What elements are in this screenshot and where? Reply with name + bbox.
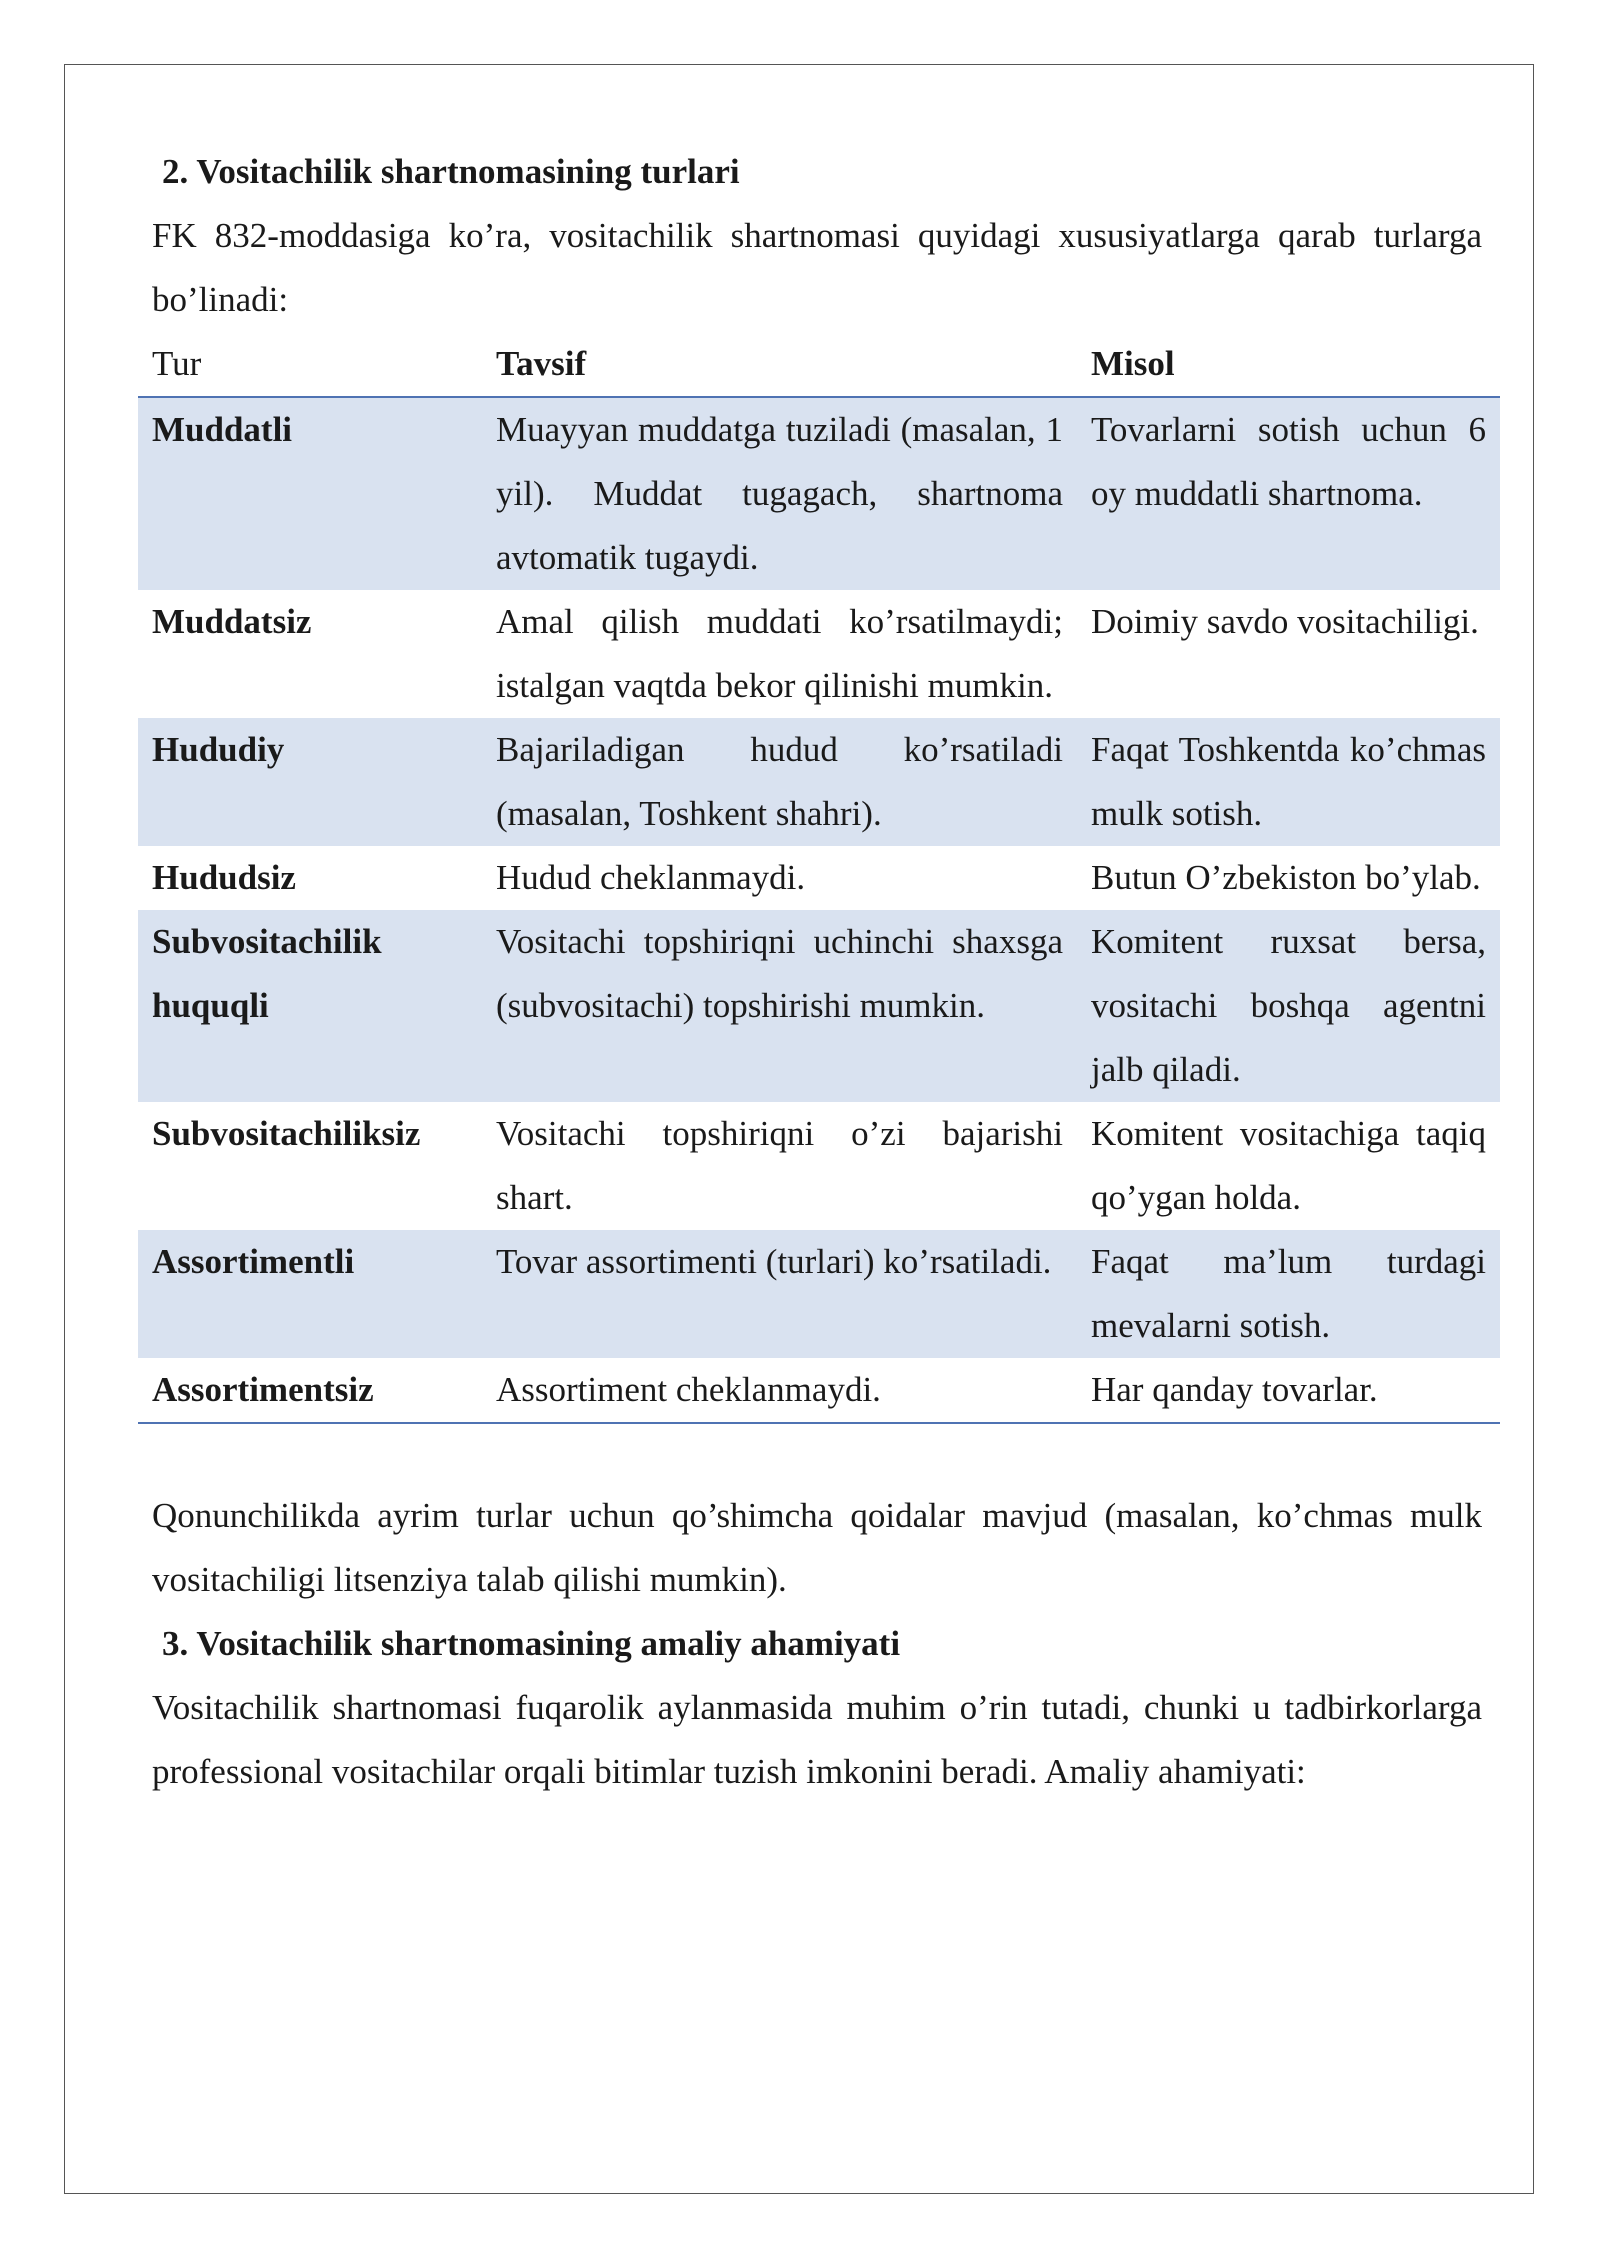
row-type: Assortimentli <box>138 1230 482 1358</box>
section-2-heading: 2. Vositachilik shartnomasining turlari <box>162 152 740 191</box>
row-example: Faqat Toshkentda ko’chmas mulk sotish. <box>1077 718 1500 846</box>
table-row <box>138 1102 1500 1230</box>
row-description: Hudud cheklanmaydi. <box>496 858 806 897</box>
row-example: Komitent ruxsat bersa, vositachi boshqa agentni jalb qiladi. <box>1077 910 1500 1102</box>
row-type: Muddatsiz <box>152 602 312 641</box>
section-2-intro: FK 832-moddasiga ko’ra, vositachilik shartnomasi quyidagi xususiyatlarga qarab turlarga bo’linadi: <box>152 216 1482 319</box>
row-description: Assortiment cheklanmaydi. <box>496 1370 881 1409</box>
table-row <box>138 1230 1500 1358</box>
row-description: Vositachi topshiriqni o’zi bajarishi shart. <box>496 1114 1063 1217</box>
row-type: Assortimentsiz <box>152 1370 374 1409</box>
row-type: Hududiy <box>138 718 482 846</box>
legislation-note: Qonunchilikda ayrim turlar uchun qo’shimcha qoidalar mavjud (masalan, ko’chmas mulk vositachiligi litsenziya talab qilishi mumkin). <box>152 1496 1482 1599</box>
table-row <box>138 718 1500 846</box>
row-example: Tovarlarni sotish uchun 6 oy muddatli shartnoma. <box>1077 397 1500 590</box>
row-type: Muddatli <box>138 397 482 590</box>
table-header-row <box>138 332 1500 397</box>
table-row <box>138 910 1500 1102</box>
row-description: Muayyan muddatga tuziladi (masalan, 1 yil). Muddat tugagach, shartnoma avtomatik tugaydi. <box>482 397 1077 590</box>
table-row <box>138 590 1500 718</box>
row-example: Doimiy savdo vositachiligi. <box>1091 602 1479 641</box>
table-row <box>138 1358 1500 1423</box>
header-tavsif: Tavsif <box>496 344 587 383</box>
contract-types-table <box>138 332 1500 1424</box>
row-type: Hududsiz <box>152 858 296 897</box>
spacer <box>152 1424 1482 1484</box>
row-description: Amal qilish muddati ko’rsatilmaydi; istalgan vaqtda bekor qilinishi mumkin. <box>496 602 1063 705</box>
table-row <box>138 846 1500 910</box>
row-description: Tovar assortimenti (turlari) ko’rsatiladi. <box>482 1230 1077 1358</box>
row-example: Komitent vositachiga taqiq qo’ygan holda. <box>1091 1114 1486 1217</box>
row-type: Subvositachiliksiz <box>152 1114 421 1153</box>
section-3-paragraph: Vositachilik shartnomasi fuqarolik aylanmasida muhim o’rin tutadi, chunki u tadbirkorlarga professional vositachilar orqali bitimlar tuzish imkonini beradi. Amaliy ahamiyati: <box>152 1688 1482 1791</box>
row-description: Vositachi topshiriqni uchinchi shaxsga (subvositachi) topshirishi mumkin. <box>482 910 1077 1102</box>
row-example: Faqat ma’lum turdagi mevalarni sotish. <box>1077 1230 1500 1358</box>
section-3-heading: 3. Vositachilik shartnomasining amaliy ahamiyati <box>162 1624 901 1663</box>
document-body <box>152 140 1486 1804</box>
row-type: Subvositachilik huquqli <box>138 910 482 1102</box>
header-misol: Misol <box>1091 344 1175 383</box>
header-tur: Tur <box>152 344 202 383</box>
row-example: Har qanday tovarlar. <box>1091 1370 1378 1409</box>
row-example: Butun O’zbekiston bo’ylab. <box>1091 858 1481 897</box>
row-description: Bajariladigan hudud ko’rsatiladi (masalan, Toshkent shahri). <box>482 718 1077 846</box>
table-row <box>138 397 1500 590</box>
